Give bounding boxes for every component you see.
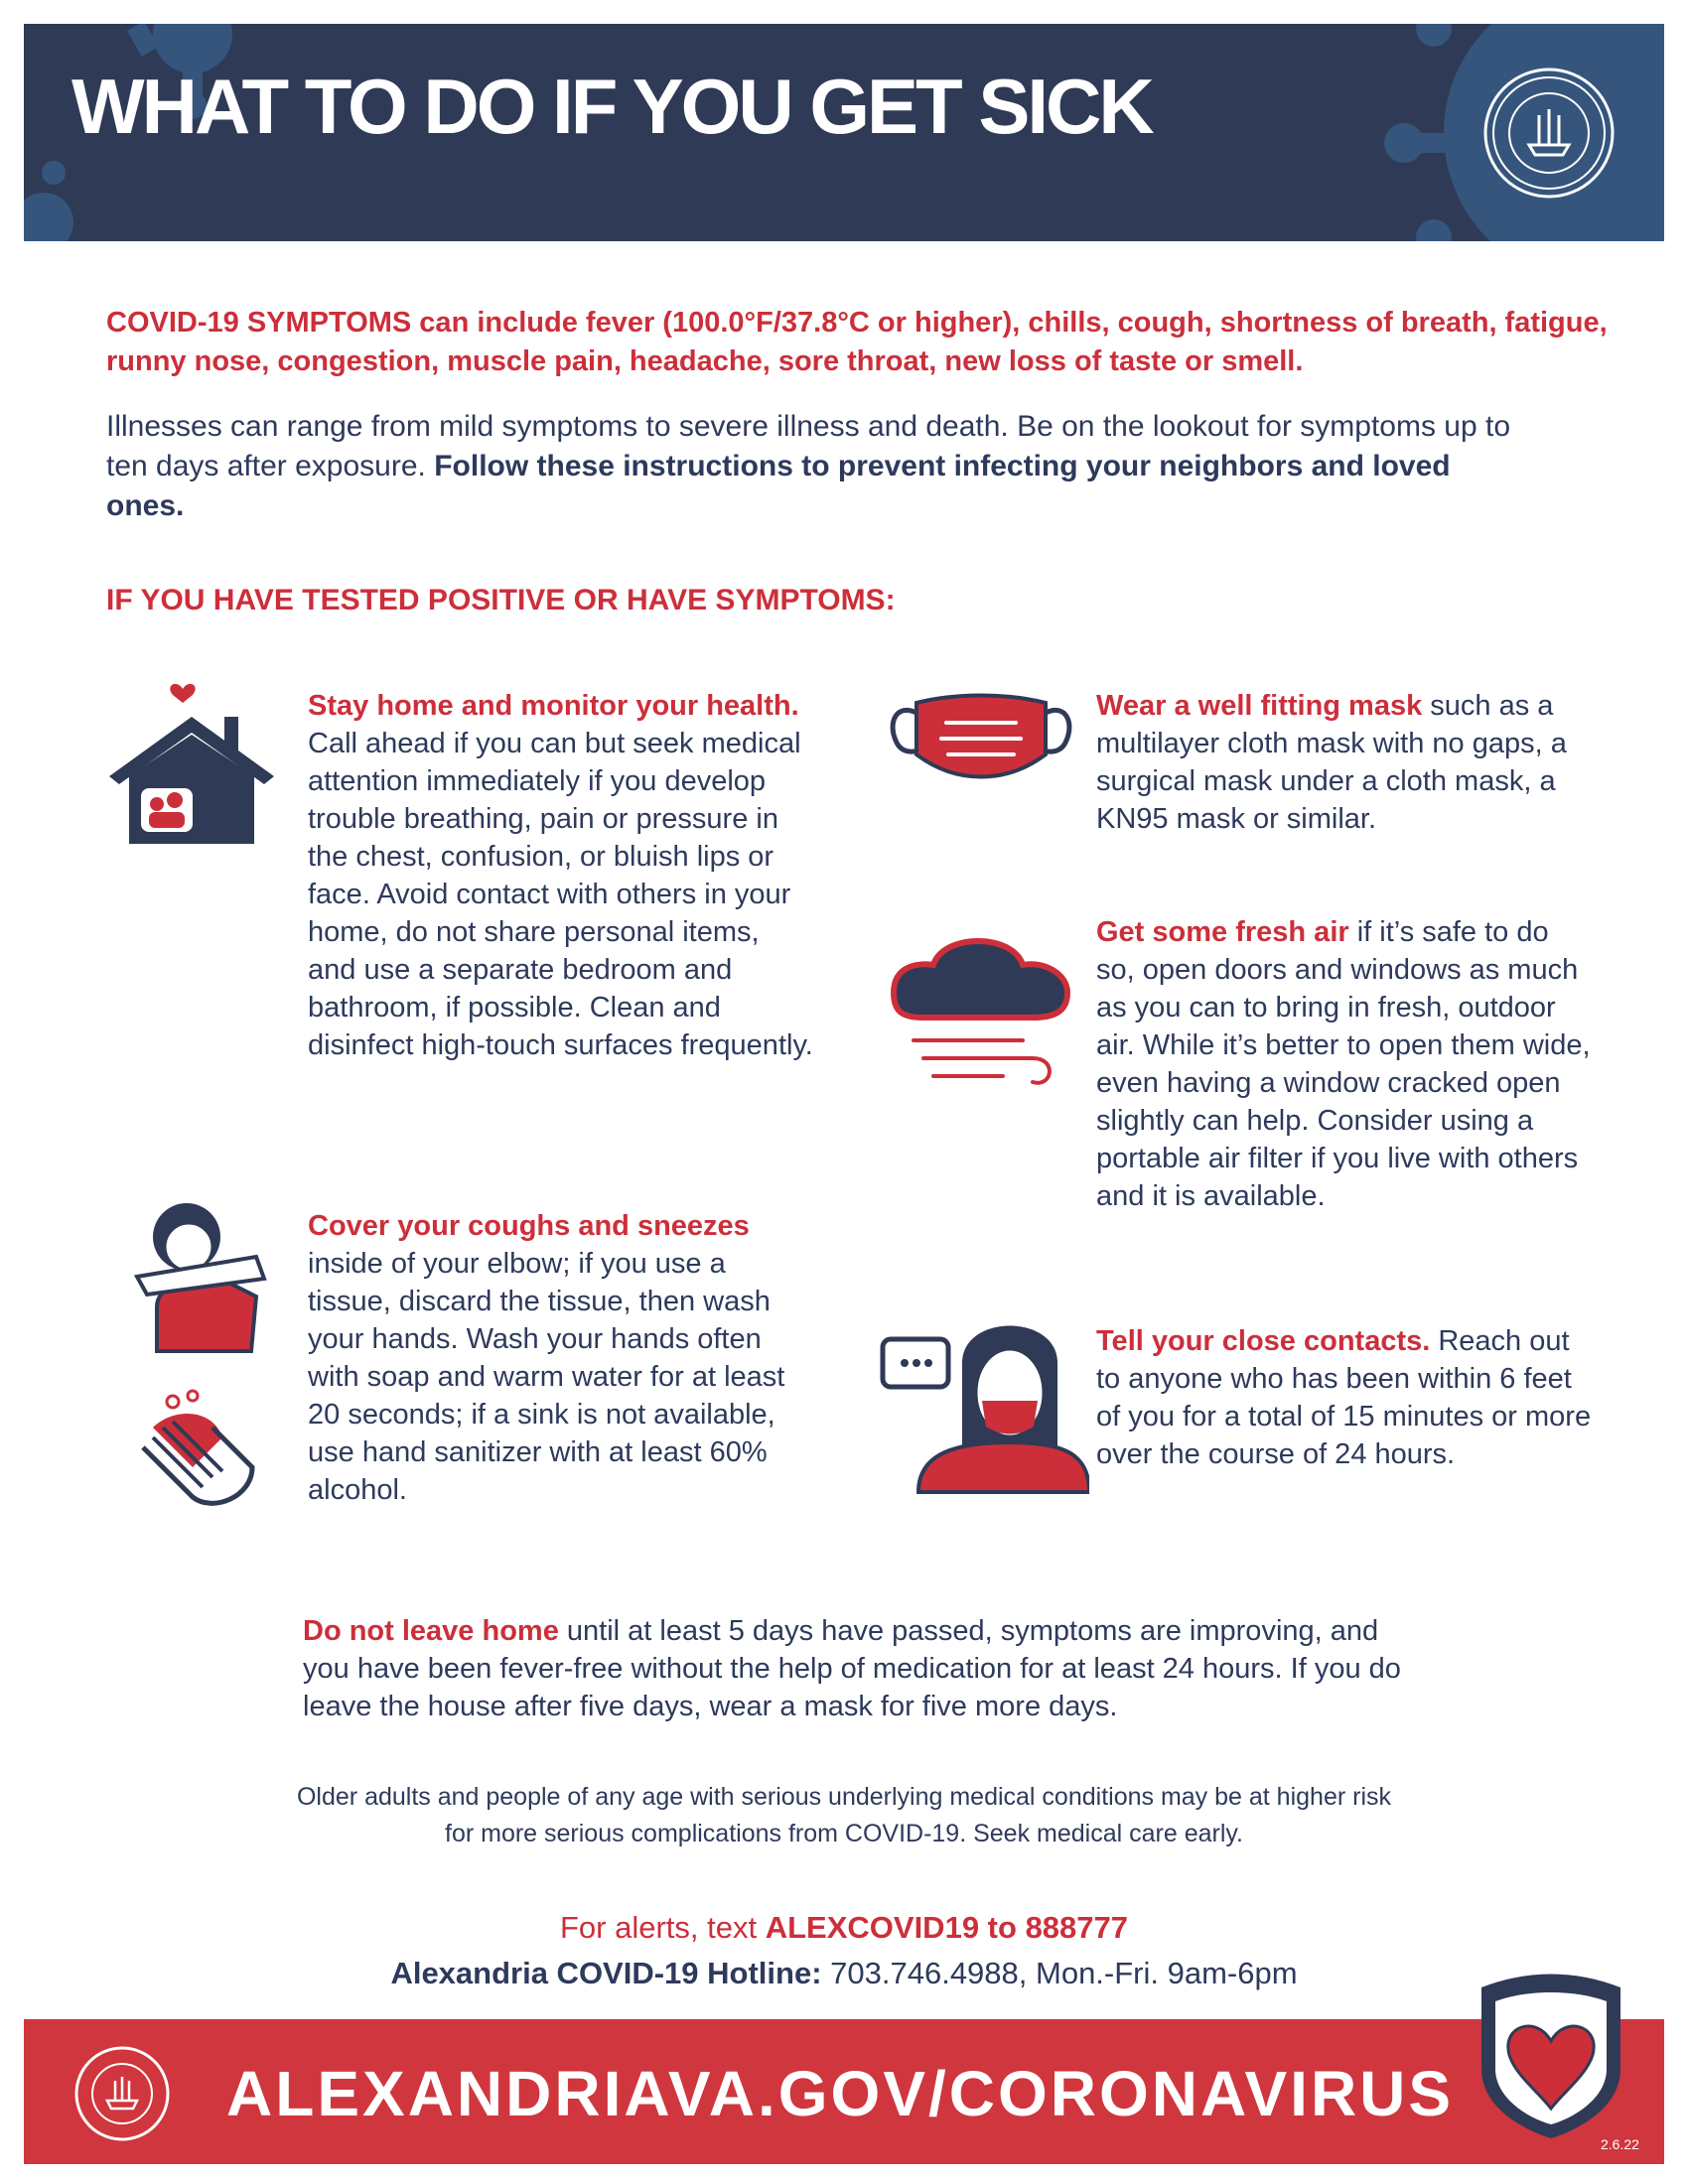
symptoms-lead: COVID-19 SYMPTOMS (106, 307, 412, 339)
face-mask-icon (887, 693, 1075, 784)
symptoms-paragraph (106, 304, 1616, 381)
alerts-keyword: ALEXCOVID19 (765, 1910, 980, 1945)
stay-home-lead: Stay home and monitor your health. (308, 690, 799, 722)
hotline-value: 703.746.4988, Mon.-Fri. 9am-6pm (821, 1956, 1298, 1990)
heart-shield-icon (1477, 1970, 1624, 2140)
stay-home-text: Call ahead if you can but seek medical attention immediately if you develop trouble breathing, pain or pressure in the chest, confusion, or bluish lips or face. Avoid contact with others in your home, do not share personal items, and use a separate bedroom and bathroom, if possible. Clean and disinfect high-touch surfaces frequently. (308, 728, 813, 1061)
fresh-air-item (1096, 913, 1593, 1215)
intro-paragraph (106, 407, 1516, 526)
intro-text: Illnesses can range from mild symptoms to severe illness and death. Be on the lookout for symptoms up to ten days after exposure. (106, 410, 1511, 482)
alerts-line (0, 1910, 1688, 1946)
house-heart-icon (107, 677, 276, 846)
alerts-number: 888777 (1025, 1910, 1129, 1945)
cover-coughs-item (308, 1207, 804, 1509)
coughing-person-icon (127, 1197, 271, 1356)
health-department-seal-icon (1481, 66, 1617, 201)
cover-coughs-text: inside of your elbow; if you use a tissue, discard the tissue, then wash your hands. Wash your hands often with soap and warm water for at least 20 seconds; if a sink is not available, use hand sanitizer with at least 60% alcohol. (308, 1248, 785, 1506)
do-not-leave-text: until at least 5 days have passed, symptoms are improving, and you have been fever-free without the help of medication for at least 24 hours. If you do leave the house after five days, wear a mask for five more days. (303, 1615, 1401, 1722)
handwashing-icon (133, 1388, 262, 1515)
alerts-mid: to (979, 1910, 1026, 1945)
older-adults-note: Older adults and people of any age with serious underlying medical conditions may be at higher risk for more serious complications from COVID-19. Seek medical care early. (296, 1783, 1391, 1847)
revision-date: 2.6.22 (1601, 2136, 1639, 2152)
do-not-leave-item (303, 1612, 1405, 1725)
mask-lead: Wear a well fitting mask (1096, 690, 1423, 722)
website-url[interactable]: ALEXANDRIAVA.GOV/CORONAVIRUS (226, 2058, 1455, 2129)
hotline-line (0, 1956, 1688, 1991)
fresh-air-lead: Get some fresh air (1096, 916, 1349, 948)
symptoms-text: can include fever (100.0°F/37.8°C or higher), chills, cough, shortness of breath, fatigue, runny nose, congestion, muscle pain, headache, sore throat, new loss of taste or smell. (106, 307, 1608, 377)
city-seal-icon (73, 2045, 171, 2142)
alerts-prefix: For alerts, text (559, 1910, 766, 1945)
intro-bold: Follow these instructions to prevent infecting your neighbors and loved ones. (106, 450, 1451, 522)
close-contacts-lead: Tell your close contacts. (1096, 1325, 1431, 1357)
page-title: WHAT TO DO IF YOU GET SICK (71, 63, 1152, 150)
do-not-leave-lead: Do not leave home (303, 1615, 559, 1647)
cloud-wind-icon (884, 913, 1077, 1092)
close-contacts-text: Reach out to anyone who has been within 6 feet of you for a total of 15 minutes or more over the course of 24 hours. (1096, 1325, 1592, 1470)
cover-coughs-lead: Cover your coughs and sneezes (308, 1210, 750, 1242)
hotline-label: Alexandria COVID-19 Hotline: (390, 1956, 822, 1990)
fresh-air-text: if it’s safe to do so, open doors and windows as much as you can to bring in fresh, outdoor air. While it’s better to open them wide, even having a window cracked open slightly can help. Consider using a portable air filter if you live with others and it is available. (1096, 916, 1591, 1212)
mask-item (1096, 687, 1593, 838)
close-contacts-item (1096, 1322, 1593, 1473)
section-heading: IF YOU HAVE TESTED POSITIVE OR HAVE SYMPTOMS: (106, 584, 896, 616)
contact-person-icon (879, 1303, 1089, 1494)
mask-text: such as a multilayer cloth mask with no gaps, a surgical mask under a cloth mask, a KN95 mask or similar. (1096, 690, 1567, 835)
stay-home-item (308, 687, 814, 1064)
